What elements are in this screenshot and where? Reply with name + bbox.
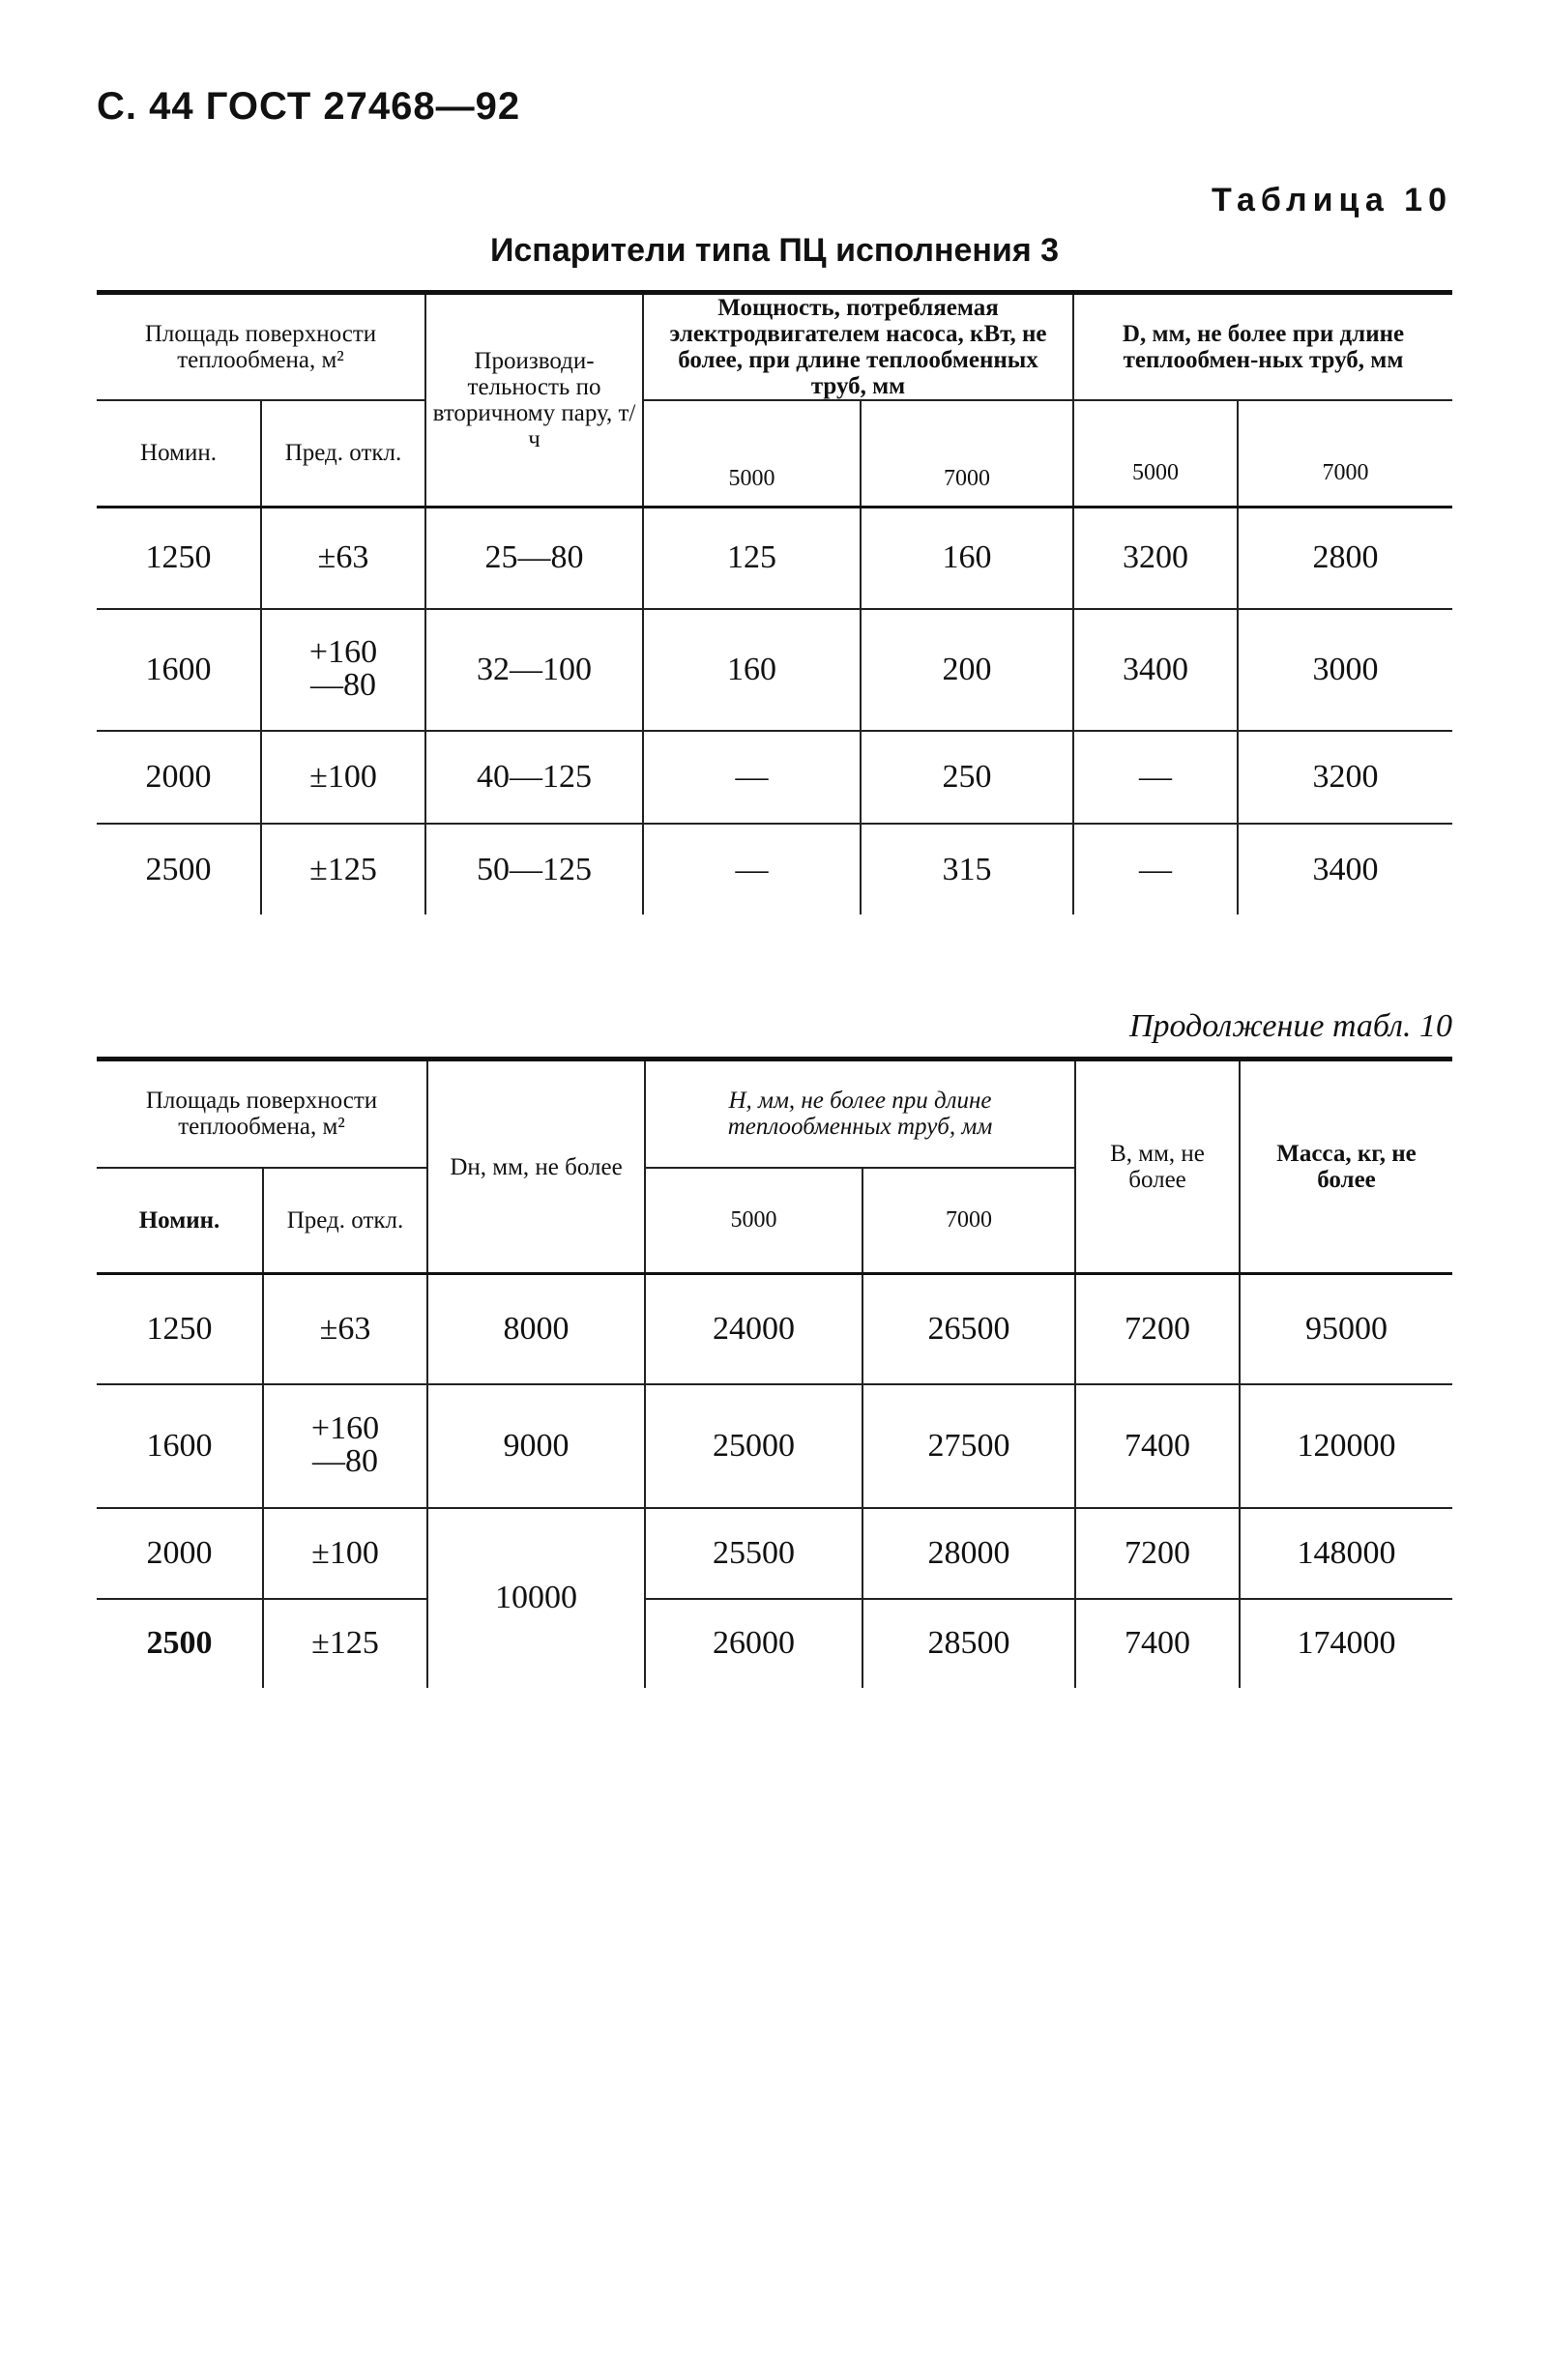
header-mass: Масса, кг, не более (1240, 1059, 1452, 1274)
cell-nominal: 1250 (97, 1274, 263, 1384)
header-deviation: Пред. откл. (263, 1168, 427, 1274)
cell-productivity: 40—125 (425, 731, 643, 824)
cell-nominal: 1600 (97, 609, 261, 731)
header-power-7000: 7000 (861, 400, 1073, 507)
table-row (97, 824, 1452, 914)
header-deviation: Пред. откл. (261, 400, 425, 507)
page-header: С. 44 ГОСТ 27468—92 (97, 85, 521, 128)
table-row (97, 507, 1452, 609)
cell-nominal: 2000 (97, 1508, 263, 1599)
cell-productivity: 50—125 (425, 824, 643, 914)
cell-power-5000: — (643, 824, 861, 914)
table-row (97, 731, 1452, 824)
cell-h-7000: 26500 (862, 1274, 1075, 1384)
cell-power-7000: 250 (861, 731, 1073, 824)
cell-power-7000: 315 (861, 824, 1073, 914)
cell-deviation: ±125 (261, 824, 425, 914)
header-d-7000: 7000 (1322, 459, 1369, 485)
cell-nominal: 1600 (97, 1384, 263, 1508)
header-h-5000: 5000 (645, 1168, 862, 1274)
cell-power-5000: 160 (643, 609, 861, 731)
cell-b: 7200 (1075, 1274, 1240, 1384)
table-10-continued (97, 1057, 1452, 1688)
cell-deviation: ±125 (263, 1599, 427, 1688)
cell-h-7000: 28500 (862, 1599, 1075, 1688)
cell-d-5000: — (1073, 731, 1238, 824)
deviation-plus: +160 (308, 634, 378, 670)
cell-nominal: 2000 (97, 731, 261, 824)
cell-dn: 8000 (427, 1274, 645, 1384)
cell-b: 7400 (1075, 1384, 1240, 1508)
table-row (97, 1508, 1452, 1599)
cell-mass: 120000 (1240, 1384, 1452, 1508)
cell-h-5000: 26000 (645, 1599, 862, 1688)
header-h: H, мм, не более при длине теплообменных труб, мм (645, 1059, 1075, 1168)
table-row (97, 1599, 1452, 1688)
cell-deviation: ±100 (261, 731, 425, 824)
table-row (97, 1274, 1452, 1384)
header-dn: Dн, мм, не более (427, 1059, 645, 1274)
cell-power-5000: — (643, 731, 861, 824)
table-10 (97, 290, 1452, 914)
cell-productivity: 25—80 (425, 507, 643, 609)
cell-d-7000: 3200 (1238, 731, 1452, 824)
cell-h-5000: 25500 (645, 1508, 862, 1599)
cell-power-7000: 200 (861, 609, 1073, 731)
cell-d-7000: 3000 (1238, 609, 1452, 731)
cell-nominal: 1250 (97, 507, 261, 609)
header-d-5000: 5000 (1073, 400, 1238, 507)
deviation-minus: —80 (312, 1442, 378, 1479)
header-productivity: Производи-тельность по вторичному пару, т/ч (425, 293, 643, 508)
cell-b: 7400 (1075, 1599, 1240, 1688)
header-nominal: Номин. (97, 400, 261, 507)
cell-b: 7200 (1075, 1508, 1240, 1599)
cell-h-7000: 27500 (862, 1384, 1075, 1508)
cell-power-5000: 125 (643, 507, 861, 609)
cell-deviation (261, 609, 425, 731)
header-nominal: Номин. (97, 1168, 263, 1274)
cell-deviation: ±63 (261, 507, 425, 609)
cell-mass: 148000 (1240, 1508, 1452, 1599)
table-row (97, 609, 1452, 731)
cell-h-5000: 24000 (645, 1274, 862, 1384)
header-power-5000: 5000 (643, 400, 861, 507)
table-title: Испарители типа ПЦ исполнения 3 (489, 232, 1060, 269)
cell-d-5000: — (1073, 824, 1238, 914)
cell-power-7000: 160 (861, 507, 1073, 609)
continuation-label: Продолжение табл. 10 (1128, 1008, 1452, 1044)
cell-nominal: 2500 (97, 824, 261, 914)
table-label: Таблица 10 (1212, 182, 1452, 218)
cell-dn: 10000 (427, 1508, 645, 1688)
header-power: Мощность, потребляемая электродвигателем насоса, кВт, не более, при длине теплообменных труб, мм (643, 293, 1073, 401)
cell-mass: 95000 (1240, 1274, 1452, 1384)
header-b: B, мм, не более (1075, 1059, 1240, 1274)
cell-productivity: 32—100 (425, 609, 643, 731)
header-h-7000: 7000 (862, 1168, 1075, 1274)
cell-mass: 174000 (1297, 1625, 1396, 1661)
header-d: D, мм, не более при длине теплообмен-ных труб, мм (1073, 293, 1452, 401)
cell-deviation: ±100 (263, 1508, 427, 1599)
cell-d-5000: 3400 (1073, 609, 1238, 731)
cell-deviation: ±63 (263, 1274, 427, 1384)
cell-d-7000: 2800 (1238, 507, 1452, 609)
header-area: Площадь поверхности теплообмена, м² (97, 293, 425, 401)
cell-dn: 9000 (427, 1384, 645, 1508)
cell-h-5000: 25000 (645, 1384, 862, 1508)
deviation-minus: —80 (310, 667, 376, 703)
header-area: Площадь поверхности теплообмена, м² (97, 1059, 427, 1168)
cell-deviation (263, 1384, 427, 1508)
cell-h-7000: 28000 (862, 1508, 1075, 1599)
cell-nominal: 2500 (97, 1599, 263, 1688)
cell-d-5000: 3200 (1073, 507, 1238, 609)
cell-d-7000: 3400 (1312, 851, 1379, 887)
deviation-plus: +160 (310, 1409, 380, 1446)
table-row (97, 1384, 1452, 1508)
